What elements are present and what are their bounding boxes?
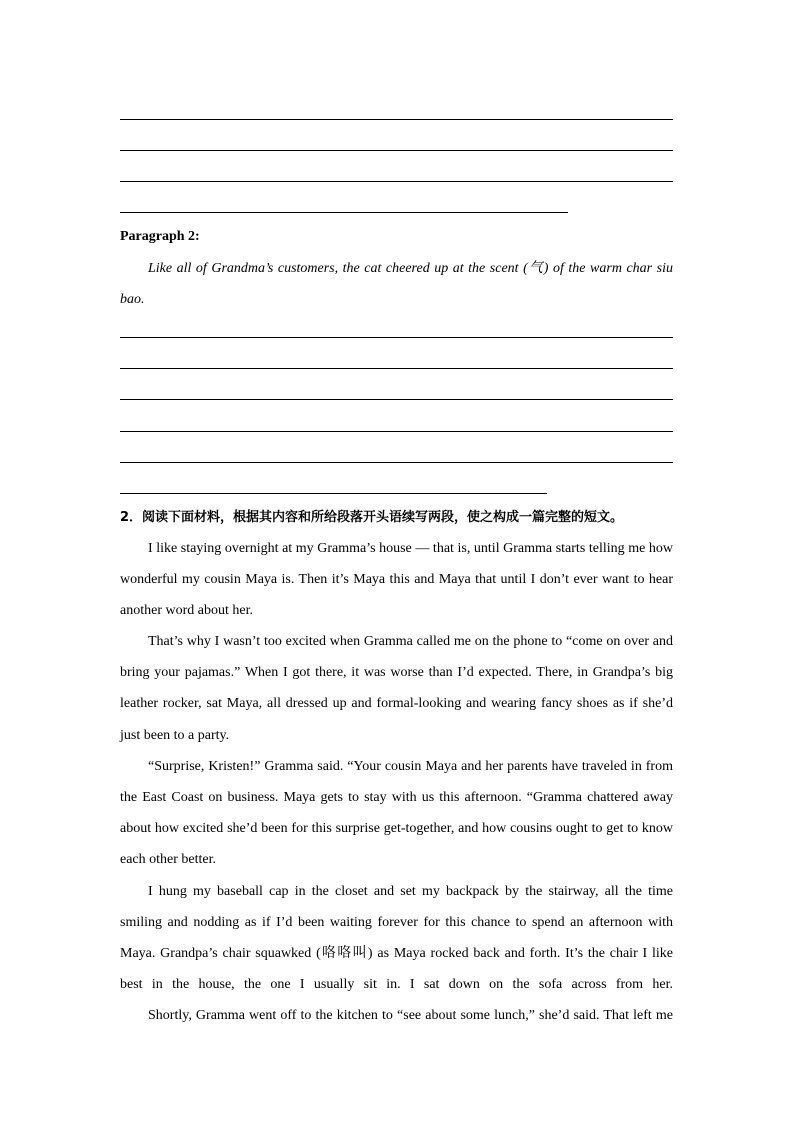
writing-line bbox=[120, 212, 568, 213]
writing-line bbox=[120, 399, 673, 400]
paragraph-2-heading: Paragraph 2: bbox=[120, 229, 200, 244]
passage-line: wonderful my cousin Maya is. Then it’s Maya this and Maya that until I don’t ever want to hear bbox=[120, 572, 673, 587]
passage-line: leather rocker, sat Maya, all dressed up and formal-looking and wearing fancy shoes as if she’d bbox=[120, 696, 673, 711]
passage-line: “Surprise, Kristen!” Gramma said. “Your cousin Maya and her parents have traveled in from bbox=[148, 759, 673, 774]
passage-line: That’s why I wasn’t too excited when Gramma called me on the phone to “come on over and bbox=[148, 634, 673, 649]
passage-line: each other better. bbox=[120, 852, 217, 867]
writing-line bbox=[120, 431, 673, 432]
passage-line: best in the house, the one I usually sit in. I sat down on the sofa across from her. bbox=[120, 977, 673, 992]
writing-line bbox=[120, 462, 673, 463]
passage-line: just been to a party. bbox=[120, 728, 230, 743]
writing-line bbox=[120, 181, 673, 182]
writing-line bbox=[120, 368, 673, 369]
passage-line: the East Coast on business. Maya gets to stay with us this afternoon. “Gramma chattered away bbox=[120, 790, 673, 805]
writing-line bbox=[120, 150, 673, 151]
passage-line: I hung my baseball cap in the closet and set my backpack by the stairway, all the time bbox=[148, 884, 673, 899]
writing-line bbox=[120, 493, 547, 494]
writing-line bbox=[120, 119, 673, 120]
passage-line: Shortly, Gramma went off to the kitchen to “see about some lunch,” she’d said. That left me bbox=[148, 1008, 673, 1023]
paragraph-2-opening-line: Like all of Grandma’s customers, the cat cheered up at the scent (气) of the warm char siu bbox=[148, 261, 673, 276]
passage-line: smiling and nodding as if I’d been waiting forever for this chance to spend an afternoon with bbox=[120, 915, 673, 930]
paragraph-2-opening-line: bao. bbox=[120, 292, 145, 307]
passage-line: about how excited she’d been for this surprise get-together, and how cousins ought to get to know bbox=[120, 821, 673, 836]
passage-line: another word about her. bbox=[120, 603, 253, 618]
passage-line: Maya. Grandpa’s chair squawked (咯咯叫) as Maya rocked back and forth. It’s the chair I like bbox=[120, 946, 673, 961]
passage-line: I like staying overnight at my Gramma’s house — that is, until Gramma starts telling me how bbox=[148, 541, 673, 556]
question-2-instruction: 2．阅读下面材料，根据其内容和所给段落开头语续写两段，使之构成一篇完整的短文。 bbox=[120, 510, 624, 525]
passage-line: bring your pajamas.” When I got there, it was worse than I’d expected. There, in Grandpa’s big bbox=[120, 665, 673, 680]
writing-line bbox=[120, 337, 673, 338]
